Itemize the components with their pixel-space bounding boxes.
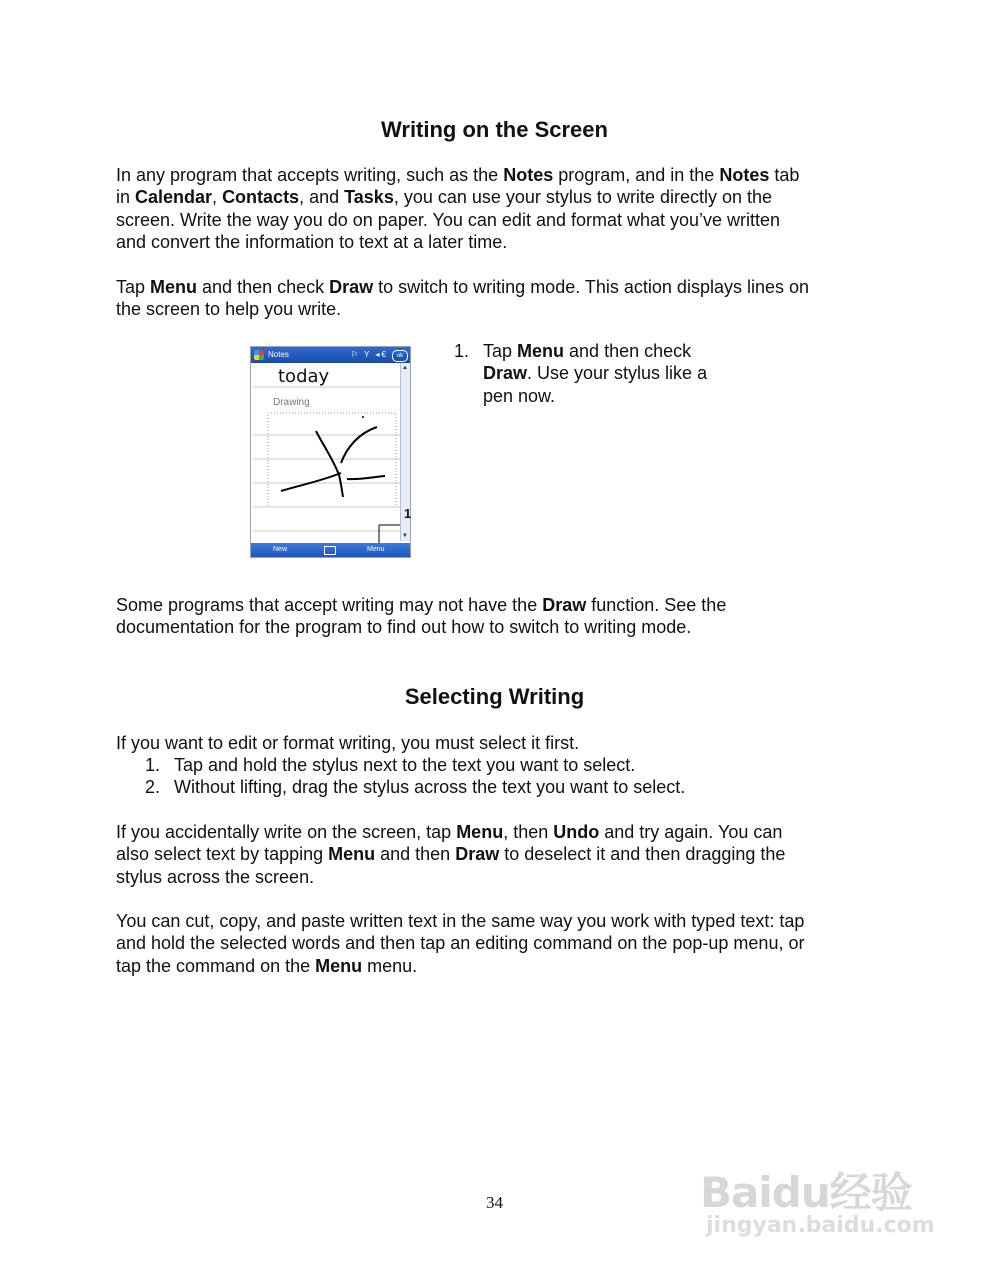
step-number: 1. (145, 755, 161, 775)
bold-text: Calendar (135, 187, 213, 208)
step-text: Tap and hold the stylus next to the text you want to select. (174, 755, 636, 775)
text: , and (299, 187, 345, 208)
bold-text: Undo (553, 822, 600, 842)
bold-text: Notes (503, 165, 554, 185)
text: If you accidentally write on the screen, tap (116, 822, 457, 842)
text: function. See the (586, 595, 727, 615)
ink-stroke (347, 476, 385, 479)
select-step-2 (145, 776, 845, 798)
paragraph-draw-mode (116, 276, 876, 321)
select-step-1 (145, 754, 845, 776)
device-app-title: Notes (268, 350, 289, 359)
keyboard-icon (324, 546, 336, 555)
text: Some programs that accept writing may not have the (116, 595, 543, 615)
device-menu-bar (251, 543, 410, 557)
ink-stroke (281, 473, 341, 491)
text: in (116, 187, 136, 208)
bold-text: Menu (517, 341, 565, 361)
text-line: pen now. (483, 385, 556, 406)
bold-text: Tasks (344, 187, 394, 208)
bold-text: Contacts (222, 187, 300, 208)
text-line: the screen to help you write. (116, 299, 342, 320)
step-number: 2. (145, 777, 161, 797)
text: also select text by tapping (116, 844, 329, 865)
text-line: documentation for the program to find out how to switch to writing mode. (116, 617, 692, 638)
page-number: 34 (486, 1193, 503, 1212)
text-line: stylus across the screen. (116, 866, 315, 887)
bold-text: Draw (542, 595, 587, 615)
text: , (212, 187, 223, 208)
text-line: You can cut, copy, and paste written text in the same way you work with typed text: tap (116, 911, 805, 931)
status-icons: ⚐ Y ◂€ (350, 350, 388, 359)
text-line: and hold the selected words and then tap an editing command on the pop-up menu, or (116, 933, 805, 954)
pocketpc-screenshot (250, 346, 411, 558)
text: menu. (362, 955, 418, 976)
paragraph-intro (116, 164, 876, 254)
bold-text: Menu (456, 822, 504, 842)
step-text (483, 340, 707, 407)
text-line: If you want to edit or format writing, you must select it first. (116, 733, 580, 753)
step-1 (454, 340, 754, 410)
scroll-up-icon: ▲ (402, 365, 408, 371)
text: tap the command on the (116, 955, 316, 976)
text-line: and convert the information to text at a later time. (116, 232, 508, 253)
step-number: 1. (454, 341, 470, 361)
text: In any program that accepts writing, such as the (116, 165, 504, 185)
text: to switch to writing mode. This action displays lines on (373, 277, 810, 297)
bold-text: Draw (329, 277, 374, 297)
section-heading-writing: Writing on the Screen (381, 117, 608, 142)
text: and try again. You can (599, 822, 783, 842)
ink-dot (362, 416, 364, 418)
paragraph-no-draw (116, 594, 876, 639)
ok-button: ok (392, 350, 408, 362)
drawing-label: Drawing (273, 397, 310, 408)
paragraph-undo (116, 821, 876, 888)
text: program, and in the (553, 165, 720, 185)
text: Tap (116, 277, 151, 297)
bold-text: Notes (719, 165, 770, 185)
handwritten-today: today (278, 366, 330, 387)
watermark-url: jingyan.baidu.com (706, 1213, 935, 1238)
section-heading-selecting: Selecting Writing (404, 684, 585, 709)
bold-text: Draw (455, 844, 500, 865)
text: , you can use your stylus to write directly on the (393, 187, 773, 208)
ink-stroke (341, 427, 377, 463)
writing-area-drawing (251, 347, 411, 558)
bold-text: Menu (328, 844, 376, 865)
text: Tap (483, 341, 518, 361)
text: and then check (197, 277, 330, 297)
bold-text: Menu (315, 955, 363, 976)
text: , then (503, 822, 554, 842)
baidu-watermark (700, 1135, 940, 1245)
callout-number: 1 (404, 506, 412, 521)
text: and then check (564, 341, 692, 361)
paragraph-cut-copy (116, 910, 876, 977)
text: to deselect it and then dragging the (499, 844, 786, 865)
paragraph-select-intro (116, 732, 876, 754)
text-line: screen. Write the way you do on paper. You can edit and format what you’ve written (116, 209, 781, 230)
bold-text: Draw (483, 363, 528, 384)
step-text: Without lifting, drag the stylus across the text you want to select. (174, 777, 686, 797)
text: . Use your stylus like a (527, 363, 708, 384)
menu-menu: Menu (367, 546, 385, 553)
menu-new: New (273, 546, 288, 553)
bold-text: Menu (150, 277, 198, 297)
ink-stroke (316, 431, 343, 497)
text: tab (769, 165, 800, 185)
watermark-logo: Baidu经验 (700, 1168, 912, 1217)
scroll-down-icon: ▼ (402, 533, 408, 539)
text: and then (375, 844, 456, 865)
